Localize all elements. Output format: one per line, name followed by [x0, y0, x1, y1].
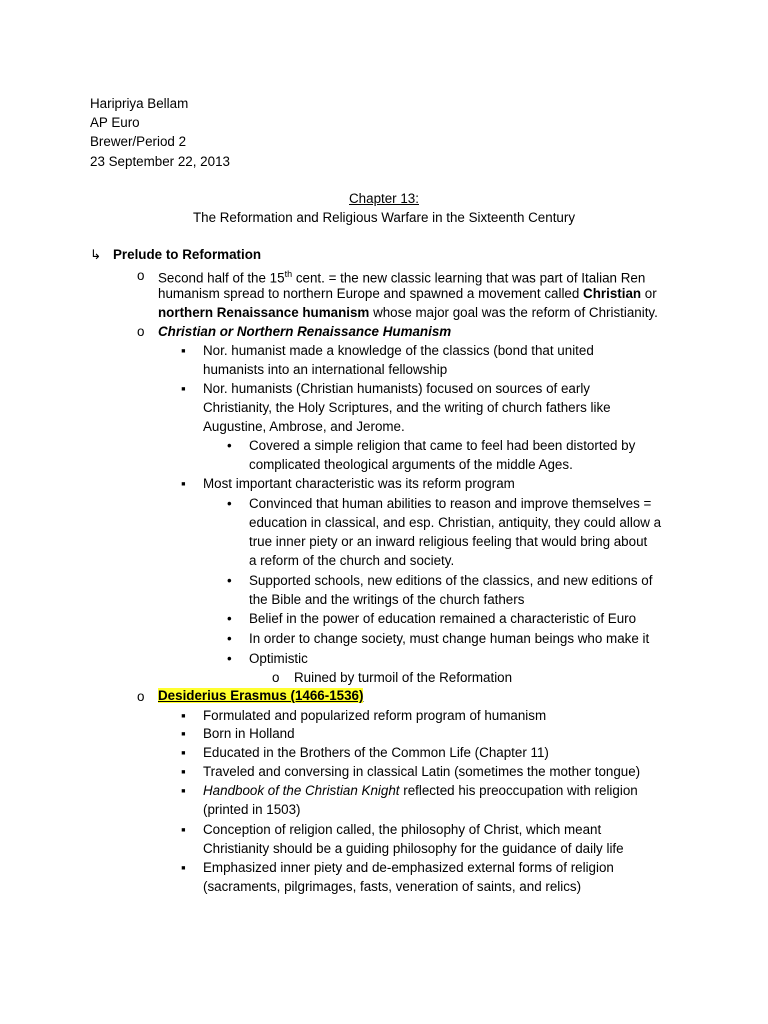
list-item: the Bible and the writings of the church fathers — [249, 592, 525, 607]
subsection-title: Christian or Northern Renaissance Humanism — [158, 324, 452, 339]
square-bullet-icon: ▪ — [181, 381, 186, 396]
list-item: humanists into an international fellowship — [203, 362, 448, 377]
circle-bullet-icon: o — [137, 324, 145, 339]
square-bullet-icon: ▪ — [181, 783, 186, 798]
square-bullet-icon: ▪ — [181, 343, 186, 358]
list-item: Supported schools, new editions of the classics, and new editions of — [249, 573, 653, 588]
section-title: Prelude to Reformation — [113, 247, 262, 262]
list-item: Ruined by turmoil of the Reformation — [294, 670, 513, 685]
list-item: Covered a simple religion that came to feel had been distorted by — [249, 438, 636, 453]
paragraph-line: Second half of the 15th cent. = the new classic learning that was part of Italian Ren — [158, 269, 646, 286]
dot-bullet-icon: • — [227, 573, 232, 588]
dot-bullet-icon: • — [227, 651, 232, 666]
list-item: Educated in the Brothers of the Common Life (Chapter 11) — [203, 745, 549, 760]
chapter-subtitle: The Reformation and Religious Warfare in the Sixteenth Century — [192, 210, 576, 225]
arrow-bullet-icon: ↳ — [90, 247, 102, 262]
list-item: (printed in 1503) — [203, 802, 301, 817]
paragraph-line: northern Renaissance humanism whose major goal was the reform of Christianity. — [158, 305, 658, 320]
list-item: education in classical, and esp. Christian, antiquity, they could allow a — [249, 515, 662, 530]
course-name: AP Euro — [90, 115, 140, 130]
dot-bullet-icon: • — [227, 496, 232, 511]
date: 23 September 22, 2013 — [90, 154, 230, 169]
teacher-period: Brewer/Period 2 — [90, 134, 187, 149]
list-item: Belief in the power of education remained a characteristic of Euro — [249, 611, 637, 626]
dot-bullet-icon: • — [227, 438, 232, 453]
list-item: complicated theological arguments of the middle Ages. — [249, 457, 573, 472]
author-name: Haripriya Bellam — [90, 96, 189, 111]
square-bullet-icon: ▪ — [181, 764, 186, 779]
list-item: Nor. humanist made a knowledge of the classics (bond that united — [203, 343, 594, 358]
square-bullet-icon: ▪ — [181, 726, 186, 741]
dot-bullet-icon: • — [227, 631, 232, 646]
circle-bullet-icon: o — [137, 268, 145, 283]
square-bullet-icon: ▪ — [181, 745, 186, 760]
list-item: Born in Holland — [203, 726, 295, 741]
list-item: Formulated and popularized reform program of humanism — [203, 708, 547, 723]
list-item: In order to change society, must change human beings who make it — [249, 631, 650, 646]
list-item: Optimistic — [249, 651, 308, 666]
square-bullet-icon: ▪ — [181, 708, 186, 723]
list-item: Handbook of the Christian Knight reflected his preoccupation with religion — [203, 783, 638, 798]
highlighted-heading: Desiderius Erasmus (1466-1536) — [158, 688, 364, 703]
circle-bullet-icon: o — [272, 670, 280, 685]
square-bullet-icon: ▪ — [181, 860, 186, 875]
list-item: Augustine, Ambrose, and Jerome. — [203, 419, 405, 434]
paragraph-line: humanism spread to northern Europe and spawned a movement called Christian or — [158, 286, 657, 301]
circle-bullet-icon: o — [137, 689, 145, 704]
list-item: Nor. humanists (Christian humanists) focused on sources of early — [203, 381, 591, 396]
chapter-heading: Chapter 13: — [349, 191, 419, 206]
list-item: Most important characteristic was its reform program — [203, 476, 515, 491]
list-item: Convinced that human abilities to reason and improve themselves = — [249, 496, 652, 511]
list-item: (sacraments, pilgrimages, fasts, veneration of saints, and relics) — [203, 879, 582, 894]
list-item: Christianity, the Holy Scriptures, and the writing of church fathers like — [203, 400, 611, 415]
square-bullet-icon: ▪ — [181, 476, 186, 491]
square-bullet-icon: ▪ — [181, 822, 186, 837]
list-item: Christianity should be a guiding philosophy for the guidance of daily life — [203, 841, 624, 856]
list-item: a reform of the church and society. — [249, 553, 455, 568]
list-item: Traveled and conversing in classical Latin (sometimes the mother tongue) — [203, 764, 641, 779]
list-item: true inner piety or an inward religious feeling that would bring about — [249, 534, 648, 549]
list-item: Emphasized inner piety and de-emphasized external forms of religion — [203, 860, 614, 875]
dot-bullet-icon: • — [227, 611, 232, 626]
list-item: Conception of religion called, the philosophy of Christ, which meant — [203, 822, 602, 837]
